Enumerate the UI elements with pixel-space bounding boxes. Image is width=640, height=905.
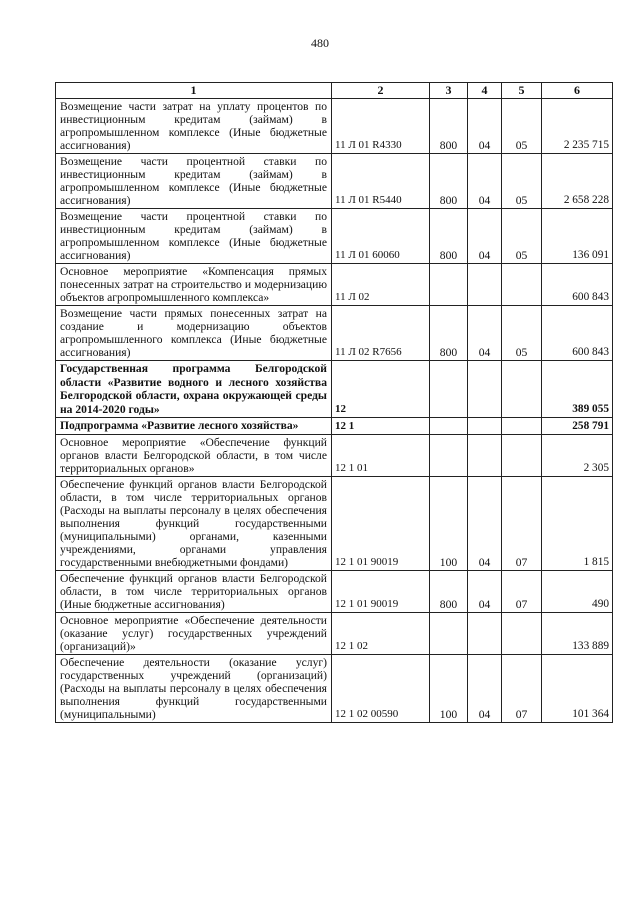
row-col-5 (502, 612, 542, 654)
row-description: Обеспечение функций органов власти Белгородской области, в том числе территориальных органов (Расходы на выплаты персоналу в целях обеспечения выполнения функций государственными (муниципальными) органами, казенными учреждениями, органами управления государственными внебюджетными фондами) (56, 476, 332, 570)
row-col-5 (502, 418, 542, 435)
table-row (56, 306, 613, 361)
row-col-3: 800 (430, 209, 468, 264)
row-amount: 133 889 (542, 612, 613, 654)
row-description: Возмещение части прямых понесенных затрат на создание и модернизацию объектов агропромышленного комплекса (Иные бюджетные ассигнования) (56, 306, 332, 361)
row-col-4 (468, 264, 502, 306)
row-col-5: 05 (502, 209, 542, 264)
table-row (56, 264, 613, 306)
row-col-5: 07 (502, 570, 542, 612)
row-col-5: 05 (502, 306, 542, 361)
row-col-4: 04 (468, 476, 502, 570)
row-col-4 (468, 612, 502, 654)
table-row (56, 612, 613, 654)
header-col-4: 4 (468, 83, 502, 99)
row-amount: 490 (542, 570, 613, 612)
budget-table (55, 82, 613, 723)
header-col-2: 2 (332, 83, 430, 99)
row-code: 11 Л 02 R7656 (332, 306, 430, 361)
header-col-6: 6 (542, 83, 613, 99)
row-col-4: 04 (468, 99, 502, 154)
row-col-5: 07 (502, 476, 542, 570)
row-description: Возмещение части процентной ставки по инвестиционным кредитам (займам) в агропромышленном комплексе (Иные бюджетные ассигнования) (56, 154, 332, 209)
row-col-4 (468, 434, 502, 476)
page-number: 480 (311, 36, 329, 50)
row-description: Обеспечение деятельности (оказание услуг) государственных учреждений (организаций) (Расходы на выплаты персоналу в целях обеспечения выполнения функций государственными (муниципальными) (56, 654, 332, 722)
row-code: 12 1 01 (332, 434, 430, 476)
row-description: Основное мероприятие «Компенсация прямых понесенных затрат на строительство и модернизацию объектов агропромышленного комплекса» (56, 264, 332, 306)
header-col-3: 3 (430, 83, 468, 99)
row-col-5 (502, 264, 542, 306)
row-description: Государственная программа Белгородской области «Развитие водного и лесного хозяйства Белгородской области, охрана окружающей среды на 2014-2020 годы» (56, 361, 332, 418)
table-header-row (56, 83, 613, 99)
row-col-3: 800 (430, 154, 468, 209)
row-col-3: 800 (430, 570, 468, 612)
row-col-3 (430, 434, 468, 476)
row-amount: 600 843 (542, 264, 613, 306)
row-amount: 1 815 (542, 476, 613, 570)
row-amount: 136 091 (542, 209, 613, 264)
row-amount: 2 235 715 (542, 99, 613, 154)
row-code: 11 Л 02 (332, 264, 430, 306)
row-col-4: 04 (468, 154, 502, 209)
row-col-3 (430, 361, 468, 418)
row-code: 12 1 (332, 418, 430, 435)
row-amount: 600 843 (542, 306, 613, 361)
header-col-5: 5 (502, 83, 542, 99)
row-amount: 2 305 (542, 434, 613, 476)
row-description: Возмещение части затрат на уплату процентов по инвестиционным кредитам (займам) в агропромышленном комплексе (Иные бюджетные ассигнования) (56, 99, 332, 154)
row-amount: 258 791 (542, 418, 613, 435)
row-code: 12 1 01 90019 (332, 570, 430, 612)
row-col-3: 800 (430, 306, 468, 361)
table-row-program (56, 361, 613, 418)
row-col-5 (502, 434, 542, 476)
row-col-3: 100 (430, 476, 468, 570)
table-row (56, 99, 613, 154)
row-code: 11 Л 01 R5440 (332, 154, 430, 209)
row-code: 12 1 02 00590 (332, 654, 430, 722)
row-description: Основное мероприятие «Обеспечение деятельности (оказание услуг) государственных учреждений (организаций)» (56, 612, 332, 654)
row-code: 11 Л 01 R4330 (332, 99, 430, 154)
row-amount: 2 658 228 (542, 154, 613, 209)
row-description: Основное мероприятие «Обеспечение функций органов власти Белгородской области, в том числе территориальных органов» (56, 434, 332, 476)
row-col-4: 04 (468, 306, 502, 361)
row-code: 12 (332, 361, 430, 418)
table-row (56, 570, 613, 612)
row-amount: 389 055 (542, 361, 613, 418)
table-row (56, 434, 613, 476)
table-row (56, 154, 613, 209)
row-description: Обеспечение функций органов власти Белгородской области, в том числе территориальных органов (Иные бюджетные ассигнования) (56, 570, 332, 612)
row-col-3 (430, 418, 468, 435)
row-col-5: 05 (502, 99, 542, 154)
table-row (56, 209, 613, 264)
table-row (56, 476, 613, 570)
row-col-4: 04 (468, 654, 502, 722)
row-col-5: 07 (502, 654, 542, 722)
table-row-subprogram (56, 418, 613, 435)
row-col-4: 04 (468, 209, 502, 264)
row-col-3: 800 (430, 99, 468, 154)
row-col-4: 04 (468, 570, 502, 612)
row-col-3 (430, 612, 468, 654)
table-row (56, 654, 613, 722)
header-col-1: 1 (56, 83, 332, 99)
row-amount: 101 364 (542, 654, 613, 722)
row-col-3: 100 (430, 654, 468, 722)
row-description: Возмещение части процентной ставки по инвестиционным кредитам (займам) в агропромышленном комплексе (Иные бюджетные ассигнования) (56, 209, 332, 264)
row-code: 11 Л 01 60060 (332, 209, 430, 264)
row-col-5 (502, 361, 542, 418)
row-col-5: 05 (502, 154, 542, 209)
row-col-4 (468, 418, 502, 435)
row-code: 12 1 02 (332, 612, 430, 654)
row-description: Подпрограмма «Развитие лесного хозяйства» (56, 418, 332, 435)
row-col-4 (468, 361, 502, 418)
row-col-3 (430, 264, 468, 306)
row-code: 12 1 01 90019 (332, 476, 430, 570)
